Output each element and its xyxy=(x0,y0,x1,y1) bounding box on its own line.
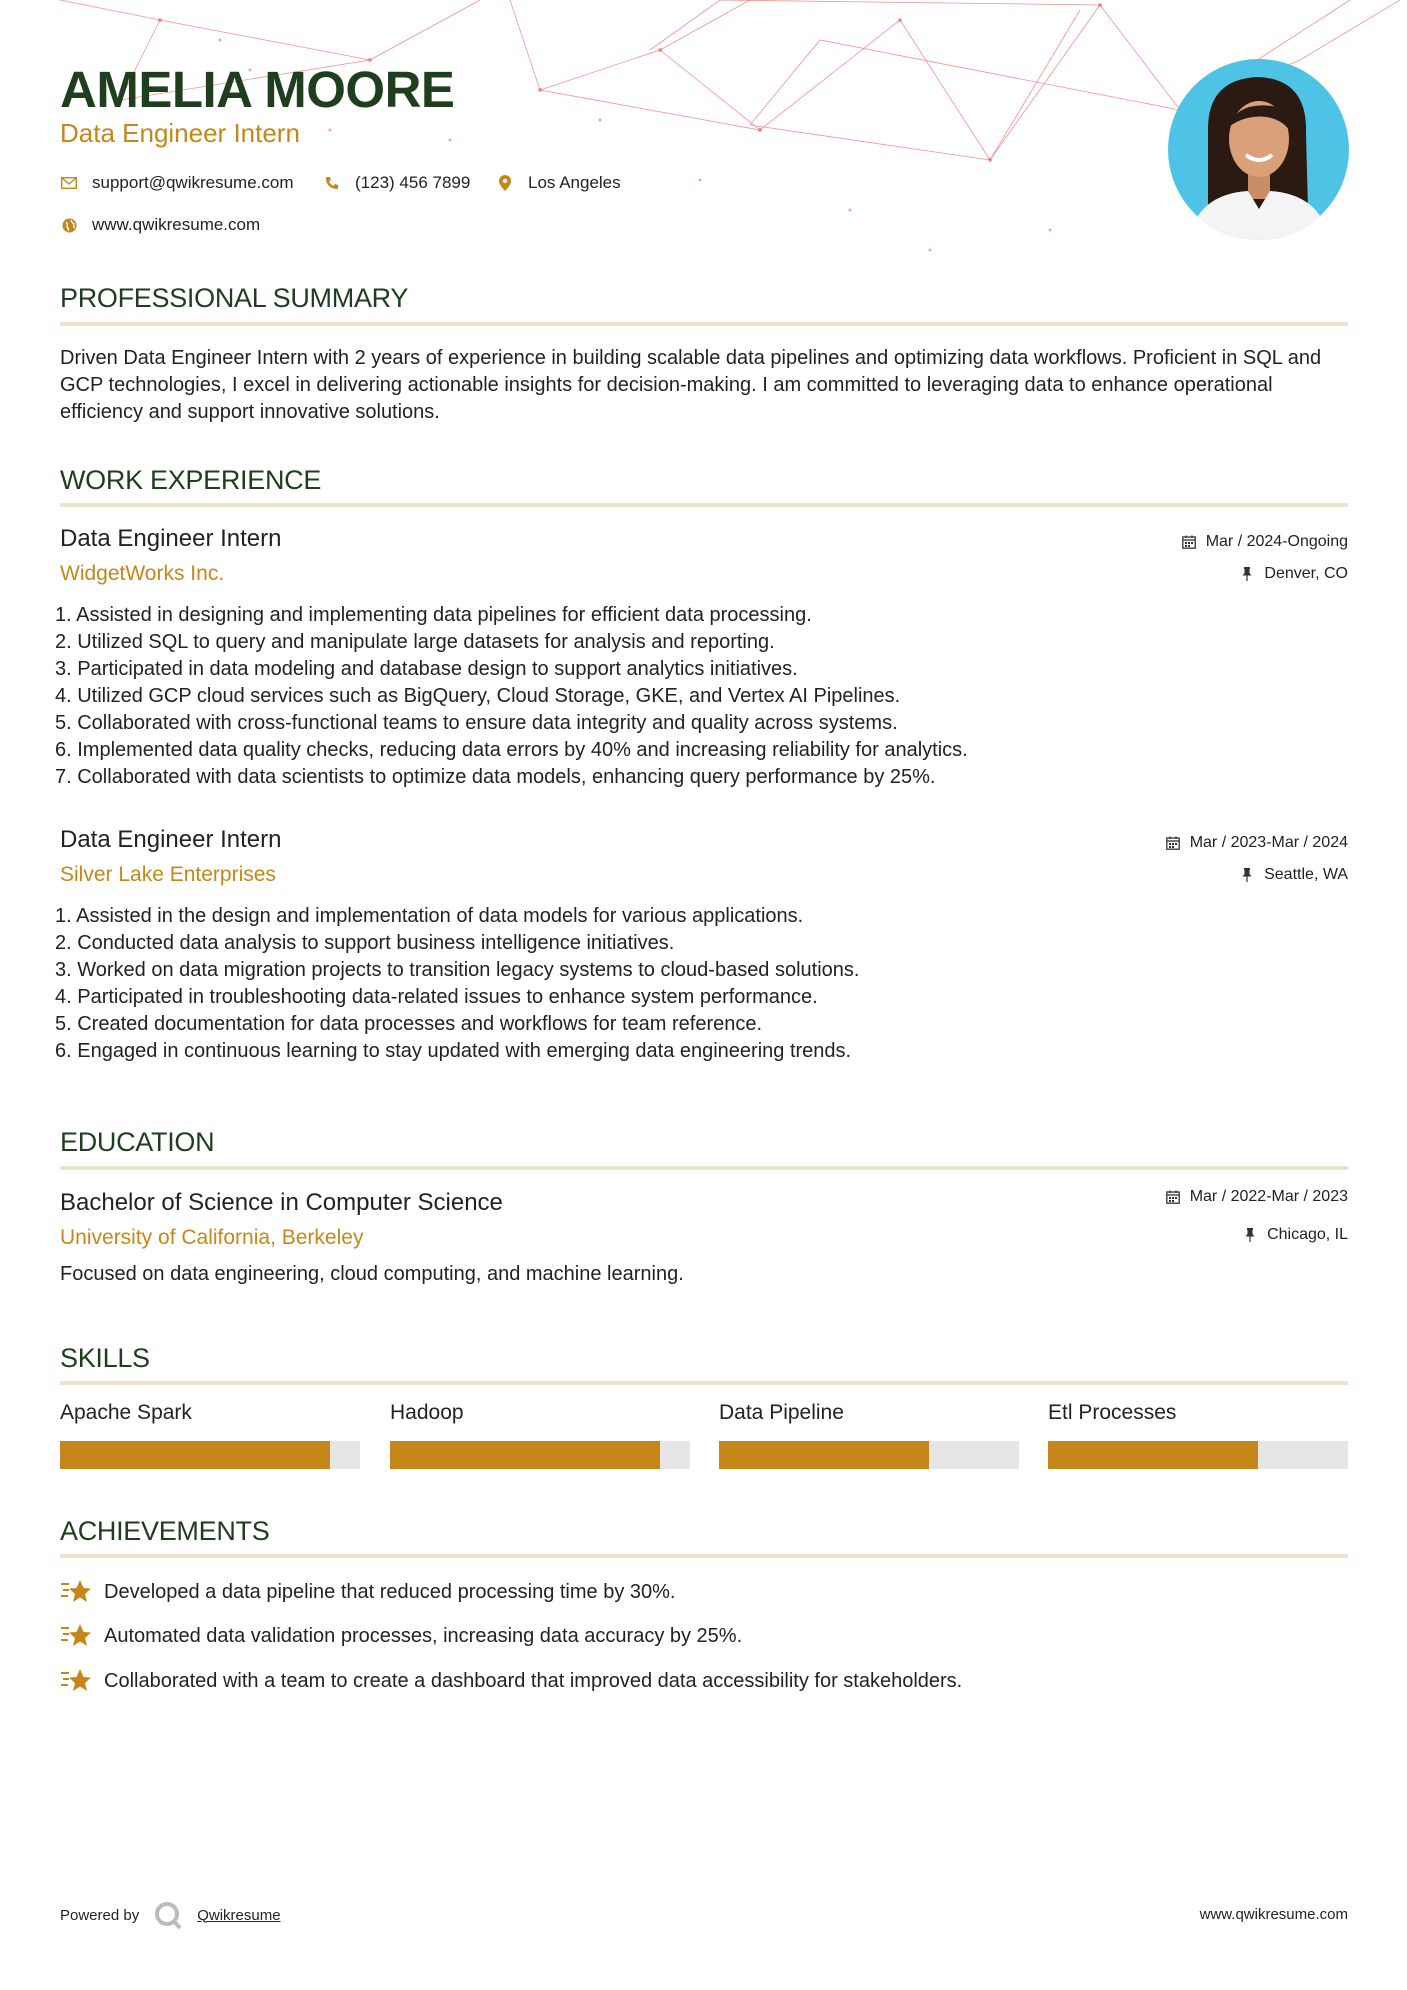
list-item: 3. Worked on data migration projects to transition legacy systems to cloud-based solutions. xyxy=(55,959,860,981)
skill-bar-fill xyxy=(390,1441,660,1469)
job-dates-text: Mar / 2024-Ongoing xyxy=(1205,533,1348,550)
education-location-text: Chicago, IL xyxy=(1267,1226,1348,1243)
list-item: 6. Engaged in continuous learning to stay updated with emerging data engineering trends. xyxy=(55,1040,852,1062)
achievement-text: Automated data validation processes, increasing data accuracy by 25%. xyxy=(104,1624,743,1647)
job-bullets xyxy=(55,903,859,1065)
summary-divider xyxy=(60,322,1348,326)
candidate-role: Data Engineer Intern xyxy=(60,118,300,148)
education-dates xyxy=(1164,1188,1348,1206)
location-text: Los Angeles xyxy=(528,173,621,192)
achievement-item xyxy=(60,1667,962,1695)
phone-text: (123) 456 7899 xyxy=(355,173,471,192)
phone-icon xyxy=(323,174,341,192)
achievement-item xyxy=(60,1622,742,1650)
job-company: WidgetWorks Inc. xyxy=(60,562,225,585)
job-location-text: Denver, CO xyxy=(1264,565,1348,582)
achievements-heading: ACHIEVEMENTS xyxy=(60,1516,270,1546)
education-divider xyxy=(60,1166,1348,1170)
list-item: 2. Utilized SQL to query and manipulate large datasets for analysis and reporting. xyxy=(55,631,775,653)
footer-brand-link[interactable]: Qwikresume xyxy=(197,1906,281,1924)
education-heading: EDUCATION xyxy=(60,1127,215,1157)
list-item: 5. Created documentation for data processes and workflows for team reference. xyxy=(55,1013,763,1035)
education-dates-text: Mar / 2022-Mar / 2023 xyxy=(1189,1188,1348,1205)
achievement-text: Collaborated with a team to create a dashboard that improved data accessibility for stakeholders. xyxy=(104,1669,963,1692)
job-location-text: Seattle, WA xyxy=(1264,866,1348,883)
skill-bar xyxy=(60,1441,360,1469)
contact-location xyxy=(496,173,621,193)
skill-item xyxy=(60,1401,360,1469)
envelope-icon xyxy=(60,174,78,192)
list-item: 4. Participated in troubleshooting data-related issues to enhance system performance. xyxy=(55,986,818,1008)
skill-item xyxy=(719,1401,1019,1469)
skill-bar xyxy=(390,1441,690,1469)
skill-bar xyxy=(719,1441,1019,1469)
job-title: Data Engineer Intern xyxy=(60,826,282,853)
email-text: support@qwikresume.com xyxy=(92,173,294,192)
pushpin-icon xyxy=(1238,866,1256,884)
contact-email[interactable] xyxy=(60,173,294,193)
star-award-icon xyxy=(60,1578,92,1606)
list-item: 4. Utilized GCP cloud services such as BigQuery, Cloud Storage, GKE, and Vertex AI Pipelines. xyxy=(55,685,901,707)
list-item: 7. Collaborated with data scientists to optimize data models, enhancing query performance by 25%. xyxy=(55,766,936,788)
education-degree: Bachelor of Science in Computer Science xyxy=(60,1189,503,1216)
skill-item xyxy=(1048,1401,1348,1469)
job-location xyxy=(1238,565,1348,583)
skill-bar-fill xyxy=(1048,1441,1258,1469)
job-title: Data Engineer Intern xyxy=(60,525,282,552)
education-location xyxy=(1241,1226,1348,1244)
skill-bar xyxy=(1048,1441,1348,1469)
contact-website[interactable] xyxy=(60,215,260,235)
job-dates-text: Mar / 2023-Mar / 2024 xyxy=(1189,834,1348,851)
skill-name: Hadoop xyxy=(390,1401,464,1424)
website-text: www.qwikresume.com xyxy=(92,215,261,234)
education-school: University of California, Berkeley xyxy=(60,1226,364,1249)
list-item: 3. Participated in data modeling and database design to support analytics initiatives. xyxy=(55,658,798,680)
list-item: 1. Assisted in designing and implementing data pipelines for efficient data processing. xyxy=(55,604,812,626)
job-location xyxy=(1238,866,1348,884)
calendar-icon xyxy=(1180,533,1198,551)
star-award-icon xyxy=(60,1667,92,1695)
skill-item xyxy=(390,1401,690,1469)
job-company: Silver Lake Enterprises xyxy=(60,863,276,886)
list-item: 1. Assisted in the design and implementation of data models for various applications. xyxy=(55,905,804,927)
profile-photo xyxy=(1168,59,1349,240)
pushpin-icon xyxy=(1241,1226,1259,1244)
achievements-divider xyxy=(60,1554,1348,1558)
globe-icon xyxy=(60,216,78,234)
skill-name: Etl Processes xyxy=(1048,1401,1177,1424)
skills-heading: SKILLS xyxy=(60,1343,150,1373)
job-dates xyxy=(1180,533,1348,551)
skill-name: Data Pipeline xyxy=(719,1401,844,1424)
calendar-icon xyxy=(1164,834,1182,852)
job-dates xyxy=(1164,834,1348,852)
star-award-icon xyxy=(60,1622,92,1650)
experience-divider xyxy=(60,503,1348,507)
job-bullets xyxy=(55,602,968,791)
list-item: 5. Collaborated with cross-functional teams to ensure data integrity and quality across systems. xyxy=(55,712,898,734)
candidate-name: AMELIA MOORE xyxy=(60,61,455,118)
footer-website[interactable]: www.qwikresume.com xyxy=(1199,1906,1348,1923)
list-item: 6. Implemented data quality checks, reducing data errors by 40% and increasing reliability for analytics. xyxy=(55,739,968,761)
powered-by-label: Powered by xyxy=(60,1906,140,1924)
footer-powered-by xyxy=(60,1900,281,1930)
pushpin-icon xyxy=(1238,565,1256,583)
skills-divider xyxy=(60,1381,1348,1385)
education-description: Focused on data engineering, cloud computing, and machine learning. xyxy=(60,1263,684,1285)
skill-bar-fill xyxy=(60,1441,330,1469)
map-pin-icon xyxy=(496,174,514,192)
list-item: 2. Conducted data analysis to support business intelligence initiatives. xyxy=(55,932,675,954)
skill-bar-fill xyxy=(719,1441,929,1469)
achievement-text: Developed a data pipeline that reduced processing time by 30%. xyxy=(104,1580,676,1603)
calendar-icon xyxy=(1164,1188,1182,1206)
summary-heading: PROFESSIONAL SUMMARY xyxy=(60,283,409,313)
achievement-item xyxy=(60,1578,675,1606)
skill-name: Apache Spark xyxy=(60,1401,192,1424)
qwikresume-logo xyxy=(153,1900,183,1930)
contact-phone[interactable] xyxy=(323,173,470,193)
summary-text: Driven Data Engineer Intern with 2 years of experience in building scalable data pipelines and optimizing data workflows. Proficient in SQL and GCP technologies, I excel in delivering actionable insights for decision-making. I am committed to leveraging data to enhance operational efficiency and support innovative solutions. xyxy=(60,347,1322,423)
experience-heading: WORK EXPERIENCE xyxy=(60,465,322,495)
